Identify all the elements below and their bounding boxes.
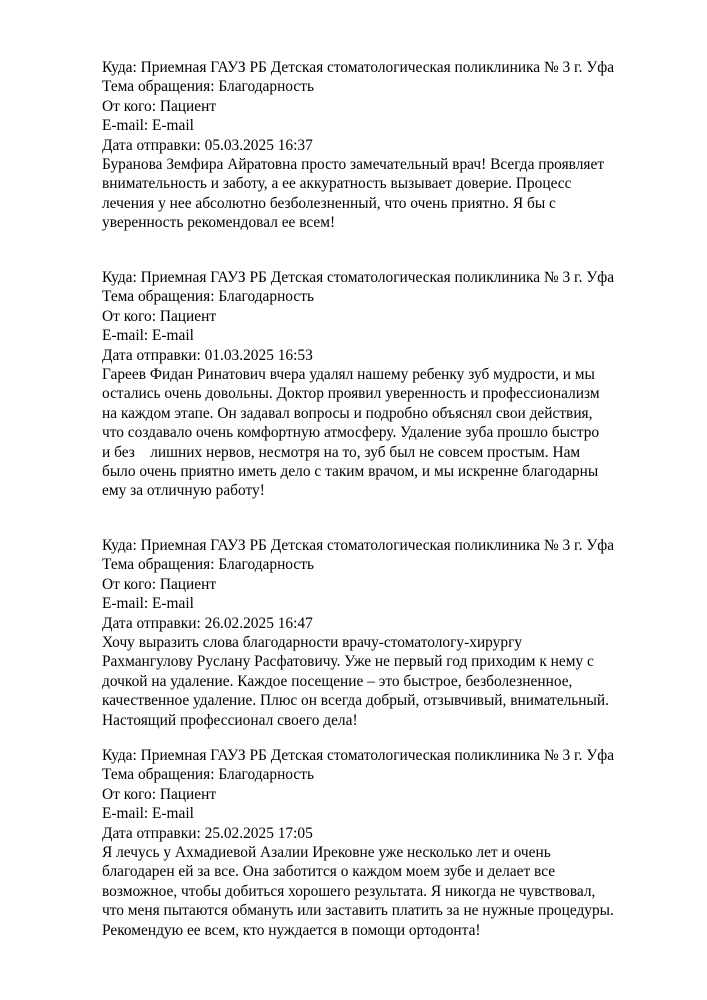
body-line: остались очень довольны. Доктор проявил уверенность и профессионализм [102, 385, 600, 403]
to-label: Куда: [102, 537, 137, 554]
date-value: 26.02.2025 16:47 [204, 614, 313, 632]
date-value: 05.03.2025 16:37 [204, 136, 313, 154]
to-line [102, 536, 682, 555]
email-line [102, 594, 682, 613]
to-line [102, 746, 682, 765]
body-line: Рекомендую ее всем, кто нуждается в помощи ортодонта! [102, 921, 481, 939]
email-label: E-mail: [102, 805, 149, 823]
body-line: уверенность рекомендовал ее всем! [102, 214, 336, 232]
body-line: Хочу выразить слова благодарности врачу-стоматологу-хирургу [102, 634, 523, 652]
date-line [102, 346, 682, 365]
from-line [102, 307, 682, 326]
to-value: Приемная ГАУЗ РБ Детская стоматологическая поликлиника № 3 г. Уфа [140, 747, 615, 764]
subject-line [102, 287, 682, 306]
from-line [102, 785, 682, 804]
subject-value: Благодарность [218, 78, 314, 96]
body-line: что создавало очень комфортную атмосферу. Удаление зуба прошло быстро [102, 424, 600, 442]
body-line: лечения у нее абсолютно безболезненный, что очень приятно. Я бы с [102, 194, 556, 212]
subject-value: Благодарность [218, 288, 314, 306]
message-4 [102, 746, 682, 940]
body-line: на каждом этапе. Он задавал вопросы и подробно объяснял свои действия, [102, 404, 593, 422]
from-label: От кого: [102, 307, 156, 325]
date-label: Дата отправки: [102, 614, 201, 632]
message-3 [102, 536, 682, 730]
from-label: От кого: [102, 575, 156, 593]
email-value: E-mail [152, 327, 194, 345]
date-line [102, 614, 682, 633]
subject-line [102, 555, 682, 574]
subject-line [102, 765, 682, 784]
email-line [102, 116, 682, 135]
to-line [102, 58, 682, 77]
to-value: Приемная ГАУЗ РБ Детская стоматологическая поликлиника № 3 г. Уфа [140, 537, 615, 554]
date-value: 25.02.2025 17:05 [204, 824, 313, 842]
message-2 [102, 268, 682, 501]
body-line: Настоящий профессионал своего дела! [102, 711, 358, 729]
body-line: Рахмангулову Руслану Расфатовичу. Уже не первый год приходим к нему с [102, 653, 594, 671]
email-line [102, 804, 682, 823]
to-value: Приемная ГАУЗ РБ Детская стоматологическая поликлиника № 3 г. Уфа [140, 59, 615, 76]
email-label: E-mail: [102, 117, 149, 135]
body-line: внимательность и заботу, а ее аккуратность вызывает доверие. Процесс [102, 175, 572, 193]
subject-label: Тема обращения: [102, 288, 215, 306]
body-line: было очень приятно иметь дело с таким врачом, и мы искренне благодарны [102, 463, 599, 481]
body-line: Гареев Фидан Ринатович вчера удалял нашему ребенку зуб мудрости, и мы [102, 366, 595, 384]
to-value: Приемная ГАУЗ РБ Детская стоматологическая поликлиника № 3 г. Уфа [140, 269, 615, 286]
body-line: Буранова Земфира Айратовна просто замечательный врач! Всегда проявляет [102, 156, 605, 174]
date-line [102, 824, 682, 843]
from-value: Пациент [159, 575, 217, 593]
body-line: дочкой на удаление. Каждое посещение – это быстрое, безболезненное, [102, 672, 573, 690]
from-value: Пациент [159, 307, 217, 325]
subject-value: Благодарность [218, 766, 314, 784]
from-line [102, 575, 682, 594]
message-body [102, 155, 682, 233]
email-line [102, 326, 682, 345]
body-line: что меня пытаются обмануть или заставить платить за не нужные процедуры. [102, 902, 614, 920]
body-line: и без лишних нервов, несмотря на то, зуб был не совсем простым. Нам [102, 443, 581, 461]
email-label: E-mail: [102, 595, 149, 613]
body-line: качественное удаление. Плюс он всегда добрый, отзывчивый, внимательный. [102, 692, 609, 710]
to-line [102, 268, 682, 287]
email-label: E-mail: [102, 327, 149, 345]
from-line [102, 97, 682, 116]
body-line: возможное, чтобы добиться хорошего результата. Я никогда не чувствовал, [102, 882, 596, 900]
to-label: Куда: [102, 269, 137, 286]
subject-label: Тема обращения: [102, 766, 215, 784]
subject-label: Тема обращения: [102, 556, 215, 574]
subject-label: Тема обращения: [102, 78, 215, 96]
email-value: E-mail [152, 805, 194, 823]
body-line: благодарен ей за все. Она заботится о каждом моем зубе и делает все [102, 863, 556, 881]
email-value: E-mail [152, 117, 194, 135]
to-label: Куда: [102, 59, 137, 76]
subject-line [102, 77, 682, 96]
email-value: E-mail [152, 595, 194, 613]
message-1 [102, 58, 682, 233]
from-label: От кого: [102, 785, 156, 803]
from-value: Пациент [159, 97, 217, 115]
body-line: ему за отличную работу! [102, 482, 265, 500]
from-label: От кого: [102, 97, 156, 115]
message-body [102, 843, 682, 940]
date-label: Дата отправки: [102, 136, 201, 154]
date-line [102, 136, 682, 155]
to-label: Куда: [102, 747, 137, 764]
subject-value: Благодарность [218, 556, 314, 574]
date-label: Дата отправки: [102, 346, 201, 364]
from-value: Пациент [159, 785, 217, 803]
body-line: Я лечусь у Ахмадиевой Азалии Ирековне уже несколько лет и очень [102, 844, 551, 862]
date-value: 01.03.2025 16:53 [204, 346, 313, 364]
date-label: Дата отправки: [102, 824, 201, 842]
message-body [102, 365, 682, 501]
message-body [102, 633, 682, 730]
